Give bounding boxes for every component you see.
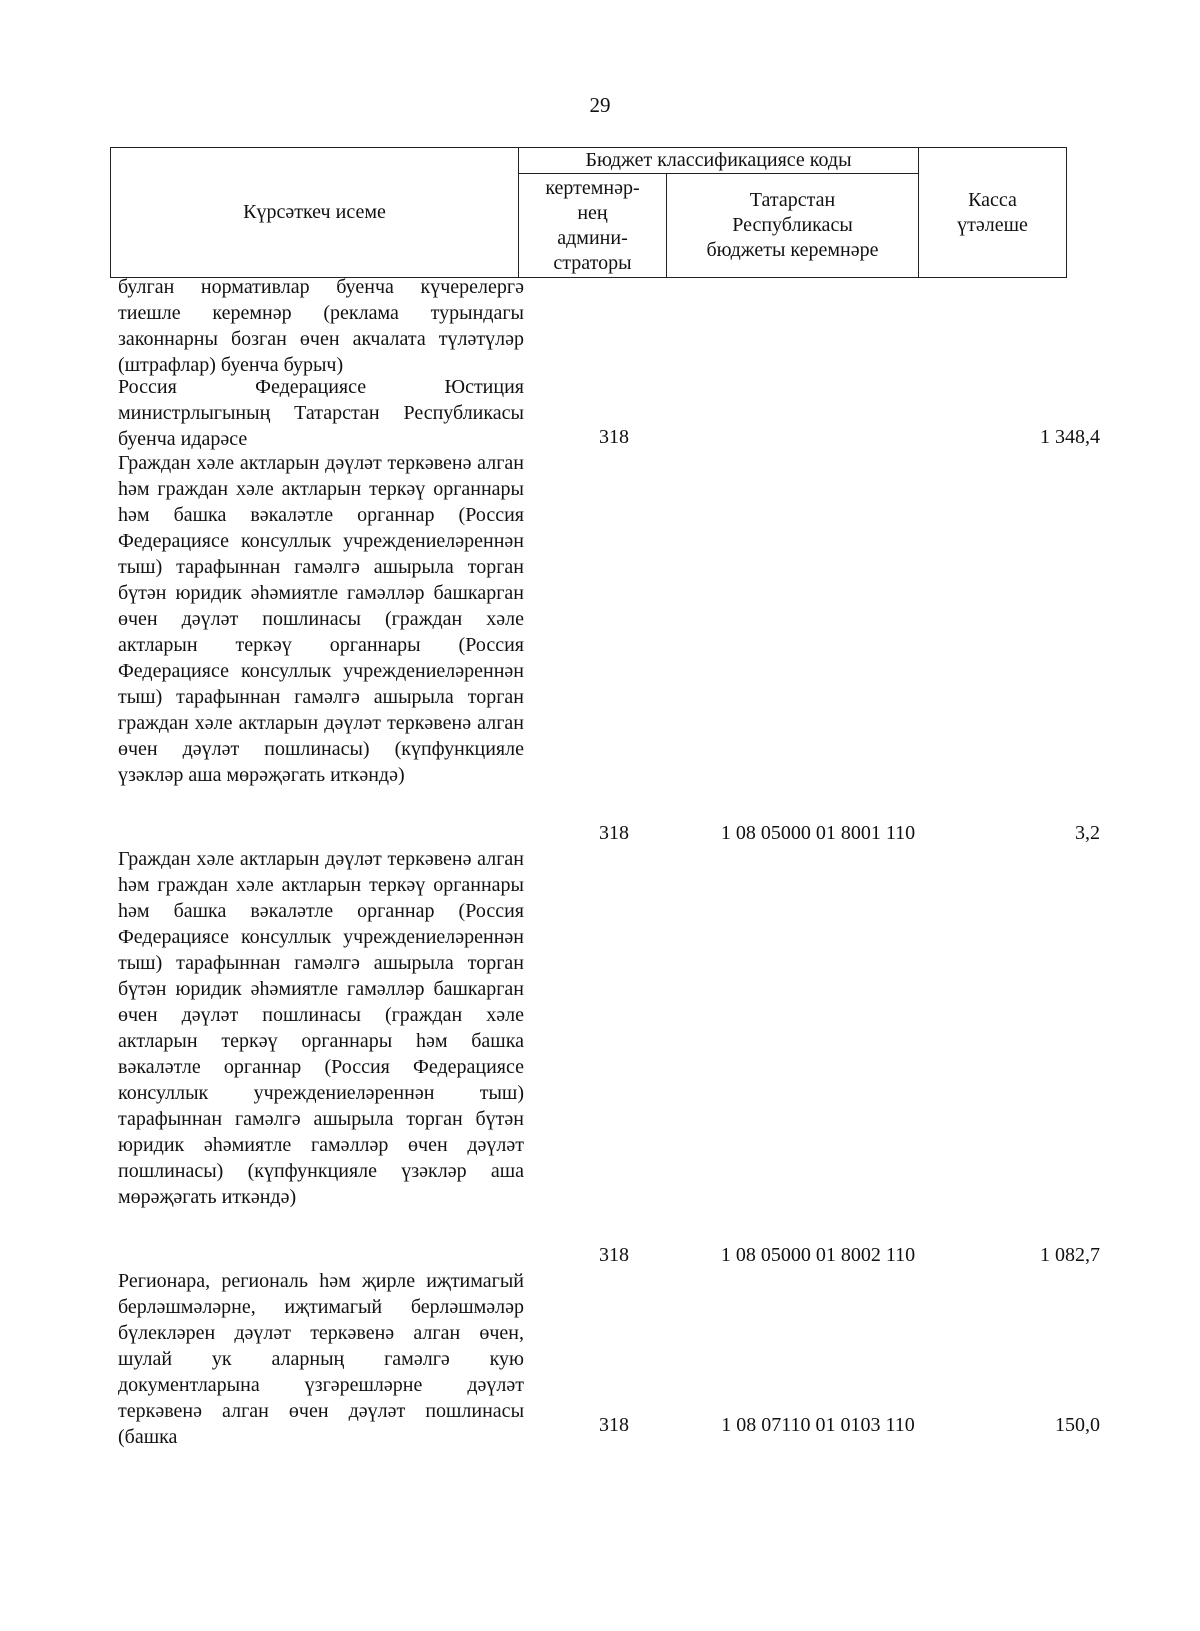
- row-revenue-code: 1 08 05000 01 8002 110: [720, 1244, 916, 1266]
- row-amount: 1 348,4: [1040, 426, 1100, 448]
- row-amount: 150,0: [1055, 1414, 1100, 1436]
- row-admin-code: 318: [599, 822, 629, 844]
- row-revenue-code: 1 08 07110 01 0103 110: [721, 1414, 915, 1436]
- header-col-name: Күрсәткеч исеме: [111, 148, 519, 278]
- header-group-title: Бюджет классификациясе коды: [519, 148, 919, 174]
- row-amount: 3,2: [1075, 822, 1100, 844]
- page-number: 29: [589, 93, 611, 117]
- row-amount: 1 082,7: [1040, 1244, 1100, 1266]
- row-admin-code: 318: [599, 426, 629, 448]
- row-description: булган нормативлар буенча күчерелергә тиешле керемнәр (реклама турындагы законнарны бозган өчен акчалата түләтүләр (штрафлар) буенча бурыч): [118, 276, 524, 376]
- row-description: Регионара, региональ һәм җирле иҗтимагый берләшмәләрне, иҗтимагый берләшмәләр бүлекләрен дәүләт теркәвенә алган өчен, шулай ук аларның гамәлгә кую документларына үзгәрешләрне дәүләт теркәвенә алган өчен дәүләт пошлинасы (башка: [118, 1270, 524, 1448]
- row-description: Граждан хәле актларын дәүләт теркәвенә алган һәм граждан хәле актларын теркәү органнары һәм башка вәкаләтле органнар (Россия Федерациясе консуллык учреждениеләреннән тыш) тарафыннан гамәлгә ашырыла торган бүтән юридик әһәмиятле гамәлләр башкарган өчен дәүләт пошлинасы (граждан хәле актларын теркәү органнары (Россия Федерациясе консуллык учреждениеләреннән тыш) тарафыннан гамәлгә ашырыла торган граждан хәле актларын дәүләт теркәвенә алган өчен дәүләт пошлинасы) (күпфункцияле үзәкләр аша мөрәҗәгать иткәндә): [118, 452, 524, 786]
- table-header: [110, 147, 1067, 278]
- header-col-admin: кертемнәр- нең админи- страторы: [519, 174, 667, 278]
- header-col-revenue: Татарстан Республикасы бюджеты керемнәре: [667, 174, 919, 278]
- header-col-amount: Касса үтәлеше: [919, 148, 1067, 278]
- row-description: Россия Федерациясе Юстиция министрлыгының Татарстан Республикасы буенча идарәсе: [118, 376, 524, 450]
- row-admin-code: 318: [599, 1414, 629, 1436]
- row-description: Граждан хәле актларын дәүләт теркәвенә алган һәм граждан хәле актларын теркәү органнары һәм башка вәкаләтле органнар (Россия Федерациясе консуллык учреждениеләреннән тыш) тарафыннан гамәлгә ашырыла торган бүтән юридик әһәмиятле гамәлләр башкарган өчен дәүләт пошлинасы (граждан хәле актларын теркәү органнары һәм башка вәкаләтле органнар (Россия Федерациясе консуллык учреждениеләреннән тыш) тарафыннан гамәлгә ашырыла торган бүтән юридик әһәмиятле гамәлләр өчен дәүләт пошлинасы) (күпфункцияле үзәкләр аша мөрәҗәгать иткәндә): [118, 848, 524, 1208]
- row-revenue-code: 1 08 05000 01 8001 110: [720, 822, 916, 844]
- row-admin-code: 318: [599, 1244, 629, 1266]
